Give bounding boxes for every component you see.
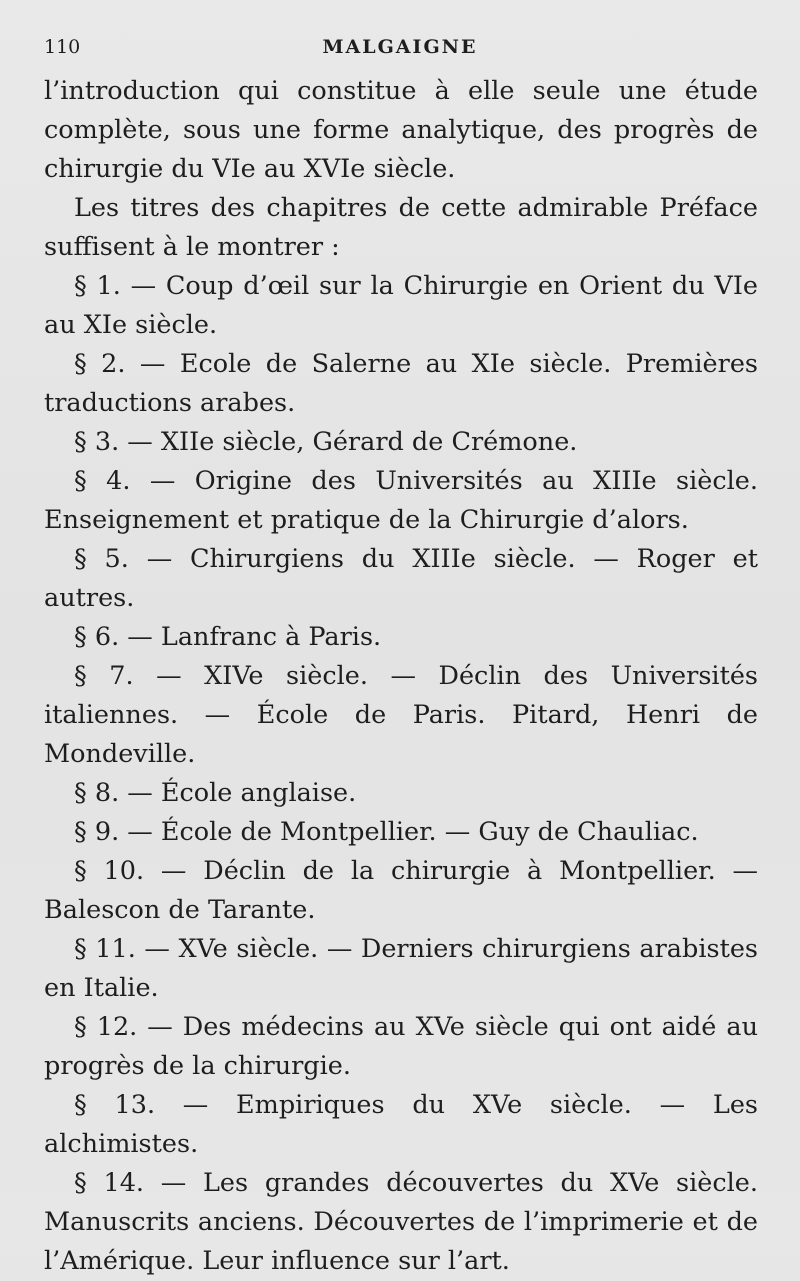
- section-7: § 7. — XIVe siècle. — Déclin des Universités italiennes. — École de Paris. Pitard, Henri de Mondeville.: [44, 661, 758, 769]
- running-title: MALGAIGNE: [322, 36, 478, 58]
- text-body: [44, 72, 758, 1281]
- section-2: § 2. — Ecole de Salerne au XIe siècle. Premières traductions arabes.: [44, 349, 758, 418]
- section-9: § 9. — École de Montpellier. — Guy de Chauliac.: [74, 817, 699, 847]
- page-number: 110: [44, 36, 81, 58]
- section-13: § 13. — Empiriques du XVe siècle. — Les alchimistes.: [44, 1090, 758, 1159]
- section-14: § 14. — Les grandes découvertes du XVe siècle. Manuscrits anciens. Découvertes de l’imprimerie et de l’Amérique. Leur influence sur l’art.: [44, 1168, 758, 1276]
- section-4: § 4. — Origine des Universités au XIIIe siècle. Enseignement et pratique de la Chirurgie d’alors.: [44, 466, 758, 535]
- section-10: § 10. — Déclin de la chirurgie à Montpellier. — Balescon de Tarante.: [44, 856, 758, 925]
- section-3: § 3. — XIIe siècle, Gérard de Crémone.: [74, 427, 578, 457]
- paragraph-intro-continuation: l’introduction qui constitue à elle seule une étude complète, sous une forme analytique, des progrès de chirurgie du VIe au XVIe siècle.: [44, 76, 758, 184]
- section-1: § 1. — Coup d’œil sur la Chirurgie en Orient du VIe au XIe siècle.: [44, 271, 758, 340]
- section-8: § 8. — École anglaise.: [74, 778, 357, 808]
- section-6: § 6. — Lanfranc à Paris.: [74, 622, 382, 652]
- section-11: § 11. — XVe siècle. — Derniers chirurgiens arabistes en Italie.: [44, 934, 758, 1003]
- section-5: § 5. — Chirurgiens du XIIIe siècle. — Roger et autres.: [44, 544, 758, 613]
- running-header: [44, 36, 756, 60]
- section-12: § 12. — Des médecins au XVe siècle qui ont aidé au progrès de la chirurgie.: [44, 1012, 758, 1081]
- paragraph-chapter-titles: Les titres des chapitres de cette admirable Préface suffisent à le montrer :: [44, 193, 758, 262]
